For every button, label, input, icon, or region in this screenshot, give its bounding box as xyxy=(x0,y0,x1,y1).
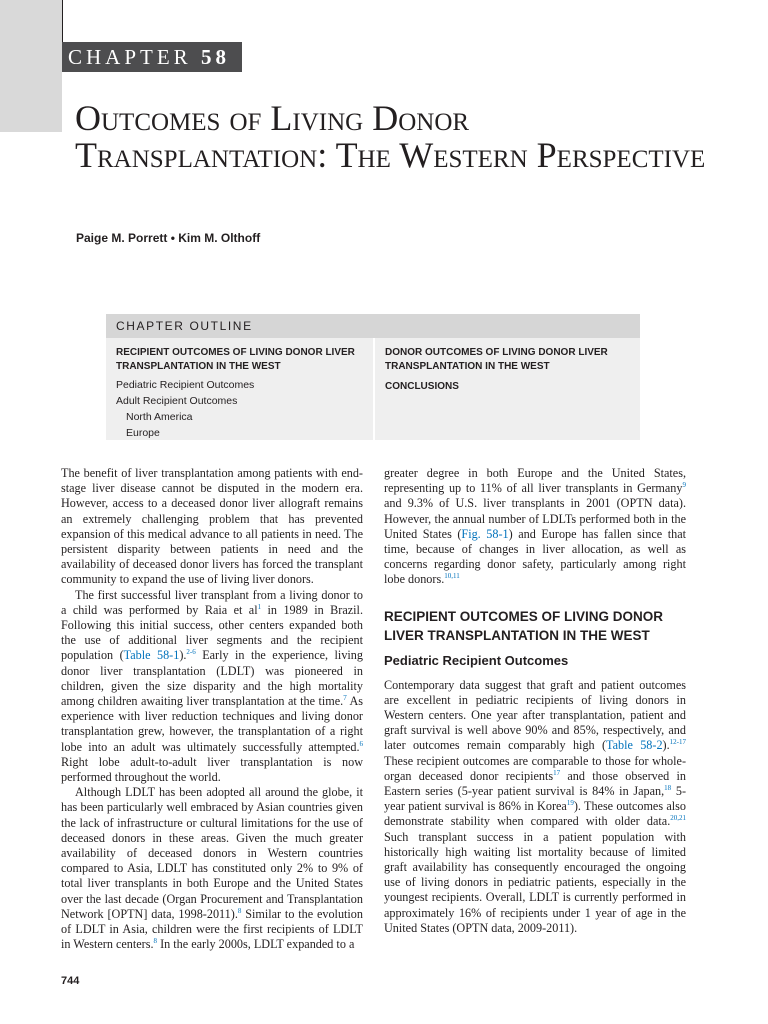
chapter-tab xyxy=(0,0,62,132)
authors: Paige M. Porrett • Kim M. Olthoff xyxy=(76,231,261,245)
section-heading: RECIPIENT OUTCOMES OF LIVING DONOR LIVER TRANSPLANTATION IN THE WEST xyxy=(384,608,664,643)
page-number: 744 xyxy=(61,975,80,987)
outline-heading: CHAPTER OUTLINE xyxy=(106,314,640,338)
outline-section-donor[interactable]: DONOR OUTCOMES OF LIVING DONOR LIVER TRANSPLANTATION IN THE WEST xyxy=(385,347,608,372)
outline-left-column xyxy=(106,338,371,440)
chapter-outline xyxy=(106,314,640,440)
outline-item-pediatric[interactable]: Pediatric Recipient Outcomes xyxy=(116,379,255,391)
outline-right-column xyxy=(373,338,640,440)
citation[interactable]: 6 xyxy=(359,739,363,748)
citation[interactable]: 12-17 xyxy=(669,738,686,747)
citation[interactable]: 18 xyxy=(664,783,672,792)
citation[interactable]: 9 xyxy=(682,481,686,490)
paragraph-pediatric: Contemporary data suggest that graft and patient outcomes are excellent in pediatric recipients of living donors in Western centers. One year after transplantation, patient and graft survival is well above 90% and 85%, respectively, and later outcomes remain comparably high (Table 58-2).$^{12-17}$ These recipient outcomes are comparable to those for whole-organ deceased donor recipients$^{17}$ and those observed in Eastern series (5-year patient survival is 84% in Japan,$^{18}$ 5-year patient survival is 86% in Korea$^{19}$). These outcomes also demonstrate stability when compared with older data.$^{20,21}$ Such transplant success in a patient population with historically high waiting list mortality because of limited graft availability has consequently encouraged the ongoing use of living donors in pediatric patients, especially in the youngest recipients. Overall, LDLT is currently performed in approximately 16% of recipients under 1 year of age in the United States (OPTN data, 2009-2011). xyxy=(384,677,687,935)
citation[interactable]: 1 xyxy=(257,602,262,611)
subsection-heading: Pediatric Recipient Outcomes xyxy=(384,652,569,668)
figure-link[interactable]: Fig. 58-1 xyxy=(461,526,509,541)
paragraph-intro: The benefit of liver transplantation among patients with end-stage liver disease cannot be disputed in the modern era. However, access to a deceased donor liver allograft remains an extremely challenging problem that has prevented expansion of this medical advance to all patients in need. The persistent disparity between patients in need and the availability of deceased donor livers has forced the transplant community to expand the use of living liver donors. xyxy=(61,466,363,587)
outline-section-recipient[interactable]: RECIPIENT OUTCOMES OF LIVING DONOR LIVER TRANSPLANTATION IN THE WEST xyxy=(116,347,355,372)
citation[interactable]: 7 xyxy=(343,693,347,702)
citation[interactable]: 2-6 xyxy=(186,648,196,657)
table-link[interactable]: Table 58-1 xyxy=(123,648,180,663)
chapter-rule xyxy=(62,0,63,42)
body-left-column xyxy=(61,466,363,953)
citation[interactable]: 20,21 xyxy=(670,814,686,823)
paragraph-continuation: greater degree in both Europe and the United States, representing up to 11% of all liver transplants in Germany$^9$ and 9.3% of U.S. liver transplants in 2001 (OPTN data). However, the annual number of LDLTs performed both in the United States (Fig. 58-1) and Europe has fallen since that time, because of changes in liver allocation, as well as concerns regarding donor safety, particularly among right lobe donors.$^{10,11}$ xyxy=(384,466,686,587)
citation[interactable]: 19 xyxy=(566,799,574,808)
citation[interactable]: 8 xyxy=(153,937,158,946)
outline-item-adult[interactable]: Adult Recipient Outcomes xyxy=(116,395,238,407)
citation[interactable]: 8 xyxy=(237,906,242,915)
citation[interactable]: 17 xyxy=(553,768,561,777)
chapter-title: Outcomes of Living Donor Transplantation: The Western Perspective xyxy=(75,98,706,175)
body-right-column xyxy=(384,466,686,936)
outline-subitem-north-america[interactable]: North America xyxy=(126,411,193,423)
outline-section-conclusions[interactable]: CONCLUSIONS xyxy=(385,381,459,392)
table-link[interactable]: Table 58-2 xyxy=(606,738,663,753)
citation[interactable]: 10,11 xyxy=(444,572,460,581)
paragraph-history: The first successful liver transplant from a living donor to a child was performed by Raia et $al^1$ in 1989 in Brazil. Following this initial success, other centers expanded both the use of additional liver segments and the recipient population (Table 58-1).$^{2-6}$ Early in the experience, living donor liver transplantation (LDLT) was pioneered in children, given the size disparity and the high mortality among children awaiting liver transplantation at the time.$^7$ As experience with liver reduction techniques and living donor transplantation grew, however, the transplantation of a right lobe into an adult was ultimately successfully attempted.$^6$ Right lobe adult-to-adult liver transplantation is now performed throughout the world. xyxy=(61,587,363,785)
outline-subitem-europe[interactable]: Europe xyxy=(126,427,160,439)
paragraph-adoption: Although LDLT has been adopted all around the globe, it has been particularly well embraced by Asian countries given the lack of infrastructure or cultural limitations for the use of deceased donors in these areas. Given the much greater availability of deceased donors in Western countries compared to Asia, LDLT has constituted only 2% to 9% of total liver transplants in both Europe and the United States over the last decade (Organ Procurement and Transplantation Network [OPTN] data, 1998-2011).$^8$ Similar to the evolution of LDLT in Asia, children were the first recipients of LDLT in Western centers.$^8$ In the early 2000s, LDLT expanded to a xyxy=(61,785,363,952)
chapter-label: CHAPTER 58 xyxy=(62,42,242,72)
